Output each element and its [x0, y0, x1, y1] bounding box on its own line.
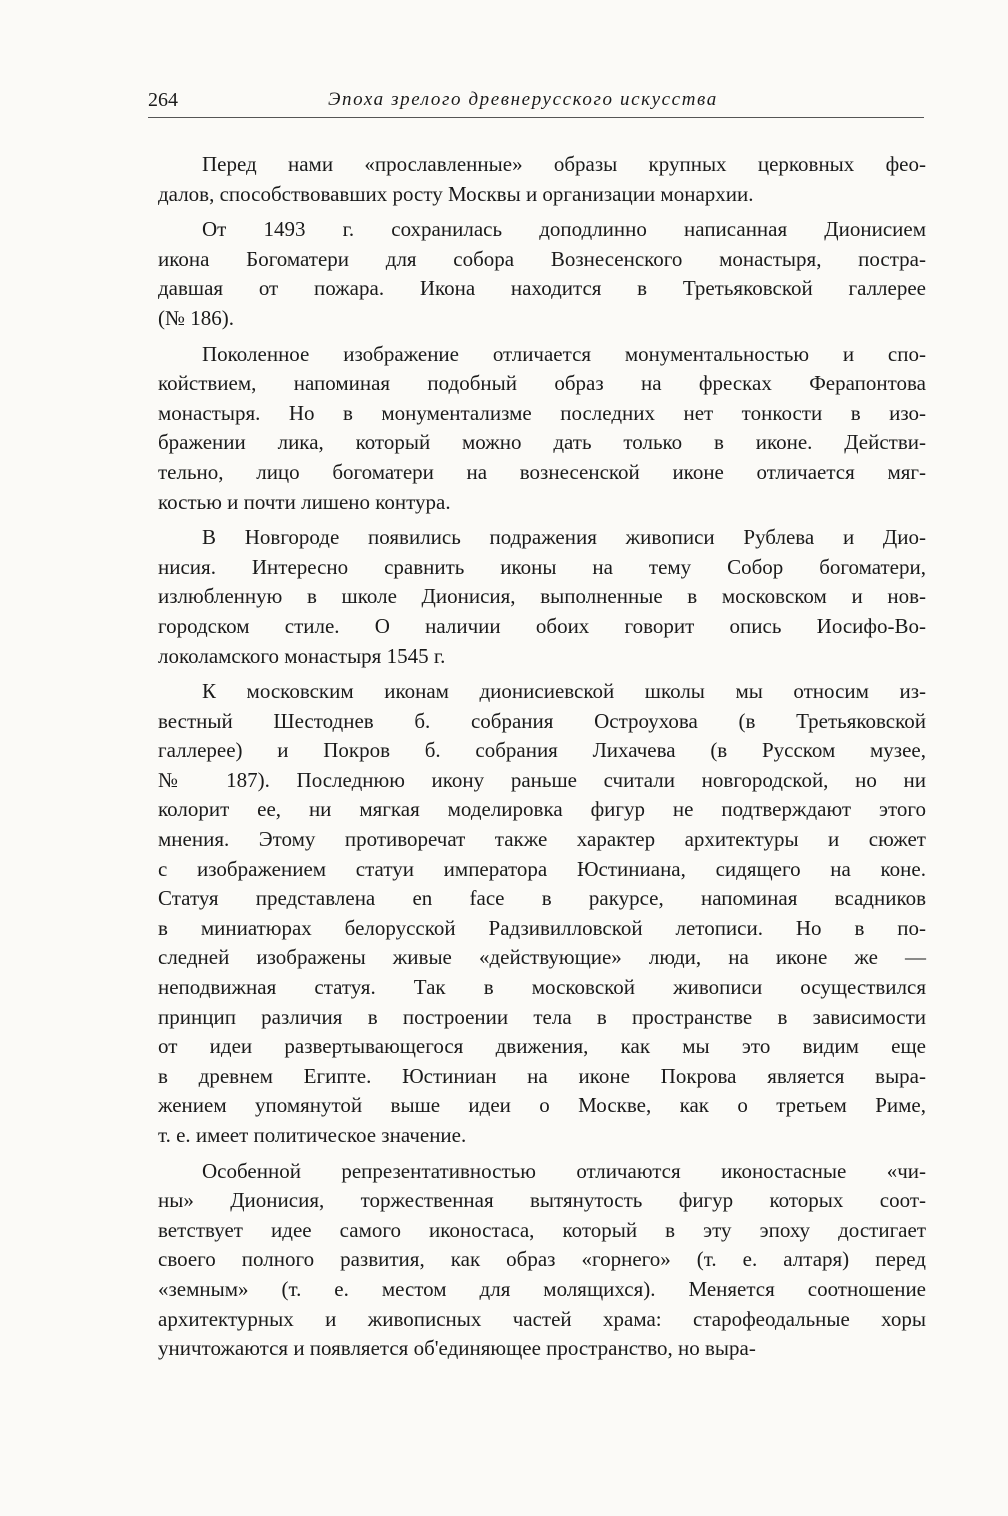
text-line: костью и почти лишено контура. — [158, 489, 451, 514]
text-line: Поколенное изображение отличается монументальностью и спо- — [202, 341, 926, 366]
text-line: с изображением статуи императора Юстиниана, сидящего на коне. — [158, 856, 926, 881]
text-line: жением упомянутой выше идеи о Москве, как о третьем Риме, — [158, 1093, 926, 1118]
text-line: неподвижная статуя. Так в московской живописи осуществился — [158, 975, 926, 1000]
text-line: мнения. Этому противоречат также характер архитектуры и сюжет — [158, 827, 926, 852]
text-line: ны» Дионисия, торжественная вытянутость фигур которых соот- — [158, 1188, 926, 1213]
text-line: Статуя представлена en face в ракурсе, напоминая всадников — [158, 886, 926, 911]
text-line: от идеи развертывающегося движения, как мы это видим еще — [158, 1034, 926, 1059]
body-text — [158, 150, 926, 1364]
paragraph — [158, 523, 926, 671]
page-header — [148, 86, 924, 116]
text-line: вестный Шестоднев б. собрания Остроухова (в Третьяковской — [158, 708, 926, 733]
text-line: т. е. имеет политическое значение. — [158, 1123, 467, 1147]
text-line: городском стиле. О наличии обоих говорит опись Иосифо-Во- — [158, 613, 926, 638]
text-line: нисия. Интересно сравнить иконы на тему Собор богоматери, — [158, 554, 926, 579]
text-line: своего полного развития, как образ «горнего» (т. е. алтаря) перед — [158, 1247, 926, 1272]
text-line: следней изображены живые «действующие» люди, на иконе же — — [158, 945, 926, 970]
paragraph — [158, 215, 926, 333]
text-line: От 1493 г. сохранилась доподлинно написанная Дионисием — [202, 217, 926, 242]
text-line: далов, способствовавших росту Москвы и организации монархии. — [158, 181, 754, 206]
text-line: в древнем Египте. Юстиниан на иконе Покрова является выра- — [158, 1063, 926, 1088]
text-line: койствием, напоминая подобный образ на фресках Ферапонтова — [158, 371, 926, 396]
text-line: «земным» (т. е. местом для молящихся). Меняется соотношение — [158, 1276, 926, 1301]
text-line: уничтожаются и появляется об'единяющее пространство, но выра- — [158, 1336, 756, 1361]
text-line: колорит ее, ни мягкая моделировка фигур не подтверждают этого — [158, 797, 926, 822]
page-number: 264 — [148, 89, 178, 111]
paragraph — [158, 340, 926, 518]
text-line: давшая от пожара. Икона находится в Третьяковской галлерее — [158, 276, 926, 301]
text-line: ветствует идее самого иконостаса, который в эту эпоху достигает — [158, 1217, 926, 1242]
text-line: архитектурных и живописных частей храма: старофеодальные хоры — [158, 1306, 926, 1331]
paragraph — [158, 150, 926, 209]
text-line: в миниатюрах белорусской Радзивилловской летописи. Но в по- — [158, 915, 926, 940]
text-line: К московским иконам дионисиевской школы мы относим из- — [202, 679, 926, 704]
header-rule — [148, 117, 924, 118]
paragraph — [158, 1157, 926, 1364]
text-line: монастыря. Но в монументализме последних нет тонкости в изо- — [158, 400, 926, 425]
text-line: Особенной репрезентативностью отличаются иконостасные «чи- — [202, 1158, 926, 1183]
text-line: Перед нами «прославленные» образы крупных церковных фео- — [202, 152, 926, 176]
text-line: икона Богоматери для собора Вознесенского монастыря, постра- — [158, 246, 926, 271]
text-line: принцип различия в построении тела в пространстве в зависимости — [158, 1004, 926, 1029]
paragraph — [158, 677, 926, 1151]
text-line: (№ 186). — [158, 305, 235, 330]
text-line: № 187). Последнюю икону раньше считали новгородской, но ни — [158, 767, 926, 792]
text-line: излюбленную в школе Дионисия, выполненные в московском и нов- — [158, 584, 926, 609]
text-line: локоламского монастыря 1545 г. — [158, 643, 446, 668]
text-line: галлерее) и Покров б. собрания Лихачева (в Русском музее, — [158, 738, 926, 763]
text-line: В Новгороде появились подражения живописи Рублева и Дио- — [202, 525, 926, 550]
text-line: тельно, лицо богоматери на вознесенской иконе отличается мяг- — [158, 459, 926, 484]
text-line: бражении лика, который можно дать только в иконе. Действи- — [158, 430, 926, 455]
running-title: Эпоха зрелого древнерусского искусства — [328, 89, 718, 110]
